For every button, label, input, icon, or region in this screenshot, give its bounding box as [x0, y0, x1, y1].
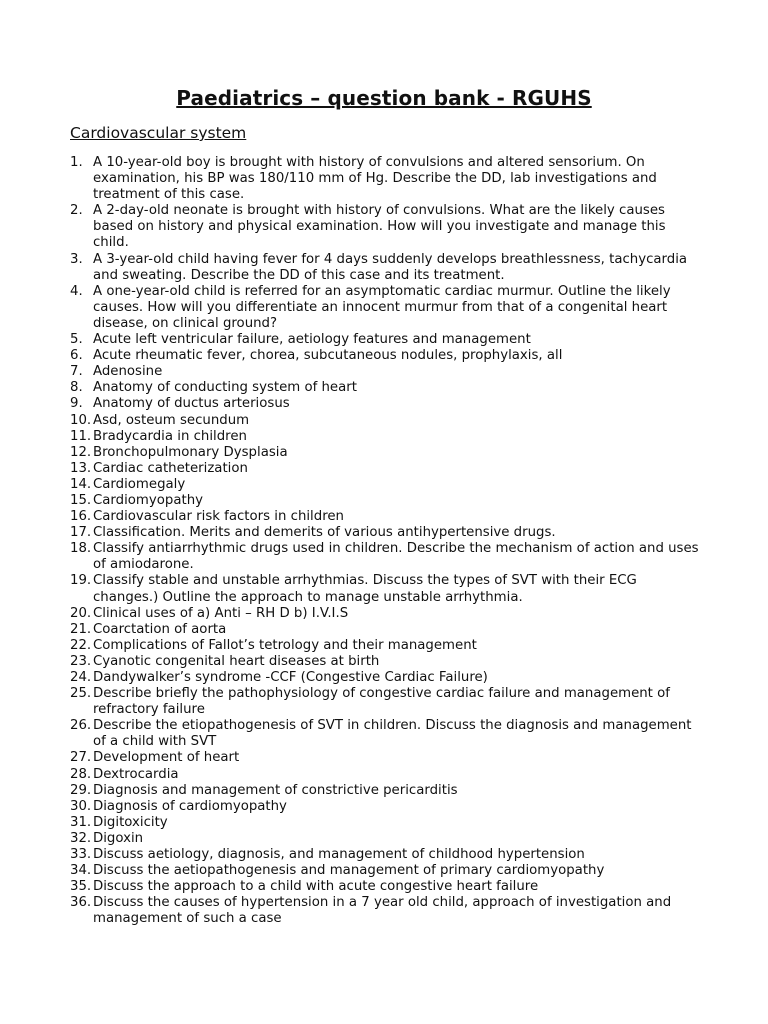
question-text: Classify stable and unstable arrhythmias. Discuss the types of SVT with their ECG changes.) Outline the approach to manage unstable arrhythmia.: [93, 573, 637, 605]
question-item: [70, 429, 700, 445]
question-number: 19.: [70, 573, 92, 589]
question-item: [70, 364, 700, 380]
question-number: 13.: [70, 460, 92, 476]
question-number: 20.: [70, 605, 92, 621]
question-number: 2.: [70, 203, 83, 219]
question-text: Diagnosis of cardiomyopathy: [93, 798, 287, 814]
question-item: [70, 895, 700, 927]
question-text: Cardiomegaly: [93, 476, 186, 492]
question-text: Anatomy of ductus arteriosus: [93, 396, 290, 412]
question-text: Acute rheumatic fever, chorea, subcutaneous nodules, prophylaxis, all: [93, 348, 563, 364]
question-number: 15.: [70, 492, 92, 508]
question-number: 10.: [70, 412, 92, 428]
question-number: 3.: [70, 251, 83, 267]
question-item: [70, 203, 700, 251]
question-number: 24.: [70, 670, 92, 685]
question-text: Discuss the causes of hypertension in a 7 year old child, approach of investigation and management of such a case: [93, 895, 672, 927]
question-item: [70, 155, 700, 203]
question-text: A one-year-old child is referred for an asymptomatic cardiac murmur. Outline the likely causes. How will you differentiate an innocent murmur from that of a congenital heart disease, on clinical ground?: [93, 283, 671, 331]
question-number: 8.: [70, 380, 83, 396]
question-number: 9.: [70, 396, 83, 412]
question-text: Development of heart: [93, 750, 240, 766]
question-number: 12.: [70, 444, 92, 460]
question-item: [70, 252, 700, 284]
question-item: [70, 718, 700, 750]
question-number: 31.: [70, 814, 92, 830]
question-text: Anatomy of conducting system of heart: [93, 380, 357, 396]
question-text: Discuss aetiology, diagnosis, and management of childhood hypertension: [93, 847, 585, 863]
question-text: Cardiovascular risk factors in children: [93, 509, 344, 525]
question-text: Complications of Fallot’s tetrology and their management: [93, 637, 477, 653]
question-text: Coarctation of aorta: [93, 621, 227, 637]
question-item: [70, 477, 700, 493]
question-text: A 2-day-old neonate is brought with history of convulsions. What are the likely causes based on history and physical examination. How will you investigate and manage this child.: [93, 203, 666, 251]
question-number: 4.: [70, 283, 83, 299]
question-number: 30.: [70, 798, 92, 814]
question-number: 26.: [70, 718, 92, 734]
question-item: [70, 541, 700, 573]
question-item: [70, 638, 700, 654]
question-text: Clinical uses of a) Anti – RH D b) I.V.I.S: [93, 605, 349, 621]
question-text: Dandywalker’s syndrome -CCF (Congestive Cardiac Failure): [93, 670, 488, 685]
question-text: Classification. Merits and demerits of various antihypertensive drugs.: [93, 525, 556, 541]
question-text: Adenosine: [93, 364, 163, 380]
question-item: [70, 654, 700, 670]
question-text: Asd, osteum secundum: [93, 412, 250, 428]
question-number: 36.: [70, 895, 92, 911]
question-item: [70, 461, 700, 477]
question-item: [70, 750, 700, 766]
question-list: [70, 155, 700, 928]
question-item: [70, 284, 700, 332]
question-number: 5.: [70, 332, 83, 348]
section-heading: Cardiovascular system: [70, 124, 247, 142]
question-text: Cardiomyopathy: [93, 492, 203, 508]
question-item: [70, 799, 700, 815]
question-number: 35.: [70, 879, 92, 895]
question-item: [70, 606, 700, 622]
question-item: [70, 847, 700, 863]
question-number: 28.: [70, 766, 92, 782]
question-text: Cyanotic congenital heart diseases at birth: [93, 653, 380, 669]
question-number: 29.: [70, 782, 92, 798]
question-number: 25.: [70, 686, 92, 702]
question-item: [70, 815, 700, 831]
question-number: 14.: [70, 476, 92, 492]
question-text: Diagnosis and management of constrictive pericarditis: [93, 782, 458, 798]
question-number: 17.: [70, 525, 92, 541]
question-text: A 10-year-old boy is brought with history of convulsions and altered sensorium. On examination, his BP was 180/110 mm of Hg. Describe the DD, lab investigations and treatment of this case.: [93, 155, 657, 203]
question-text: Digitoxicity: [93, 814, 168, 830]
question-text: Cardiac catheterization: [93, 460, 248, 476]
question-text: Discuss the aetiopathogenesis and management of primary cardiomyopathy: [93, 863, 605, 879]
question-item: [70, 509, 700, 525]
question-number: 18.: [70, 541, 92, 557]
question-number: 11.: [70, 428, 92, 444]
question-item: [70, 879, 700, 895]
question-item: [70, 332, 700, 348]
question-item: [70, 767, 700, 783]
question-number: 34.: [70, 863, 92, 879]
page-title: Paediatrics – question bank - RGUHS: [176, 86, 592, 110]
question-item: [70, 831, 700, 847]
question-number: 22.: [70, 637, 92, 653]
question-item: [70, 445, 700, 461]
question-item: [70, 493, 700, 509]
question-number: 6.: [70, 348, 83, 364]
question-item: [70, 686, 700, 718]
question-item: [70, 413, 700, 429]
question-item: [70, 380, 700, 396]
question-text: Acute left ventricular failure, aetiology features and management: [93, 332, 531, 348]
question-item: [70, 783, 700, 799]
question-item: [70, 573, 700, 605]
question-item: [70, 396, 700, 412]
question-number: 33.: [70, 847, 92, 863]
question-item: [70, 863, 700, 879]
question-item: [70, 525, 700, 541]
question-text: Digoxin: [93, 830, 144, 846]
question-number: 27.: [70, 750, 92, 766]
question-number: 32.: [70, 830, 92, 846]
question-text: Dextrocardia: [93, 766, 179, 782]
question-item: [70, 348, 700, 364]
question-text: Classify antiarrhythmic drugs used in children. Describe the mechanism of action and uses of amiodarone.: [93, 541, 699, 573]
question-text: Describe briefly the pathophysiology of congestive cardiac failure and management of refractory failure: [93, 686, 670, 718]
question-text: Describe the etiopathogenesis of SVT in children. Discuss the diagnosis and management of a child with SVT: [93, 718, 692, 750]
question-text: Bronchopulmonary Dysplasia: [93, 444, 288, 460]
question-number: 21.: [70, 621, 92, 637]
question-number: 23.: [70, 653, 92, 669]
question-number: 16.: [70, 509, 92, 525]
question-number: 7.: [70, 364, 83, 380]
question-item: [70, 670, 700, 686]
question-item: [70, 622, 700, 638]
question-text: A 3-year-old child having fever for 4 days suddenly develops breathlessness, tachycardia and sweating. Describe the DD of this case and its treatment.: [93, 251, 688, 283]
question-text: Discuss the approach to a child with acute congestive heart failure: [93, 879, 539, 895]
question-text: Bradycardia in children: [93, 428, 247, 444]
question-number: 1.: [70, 155, 83, 170]
